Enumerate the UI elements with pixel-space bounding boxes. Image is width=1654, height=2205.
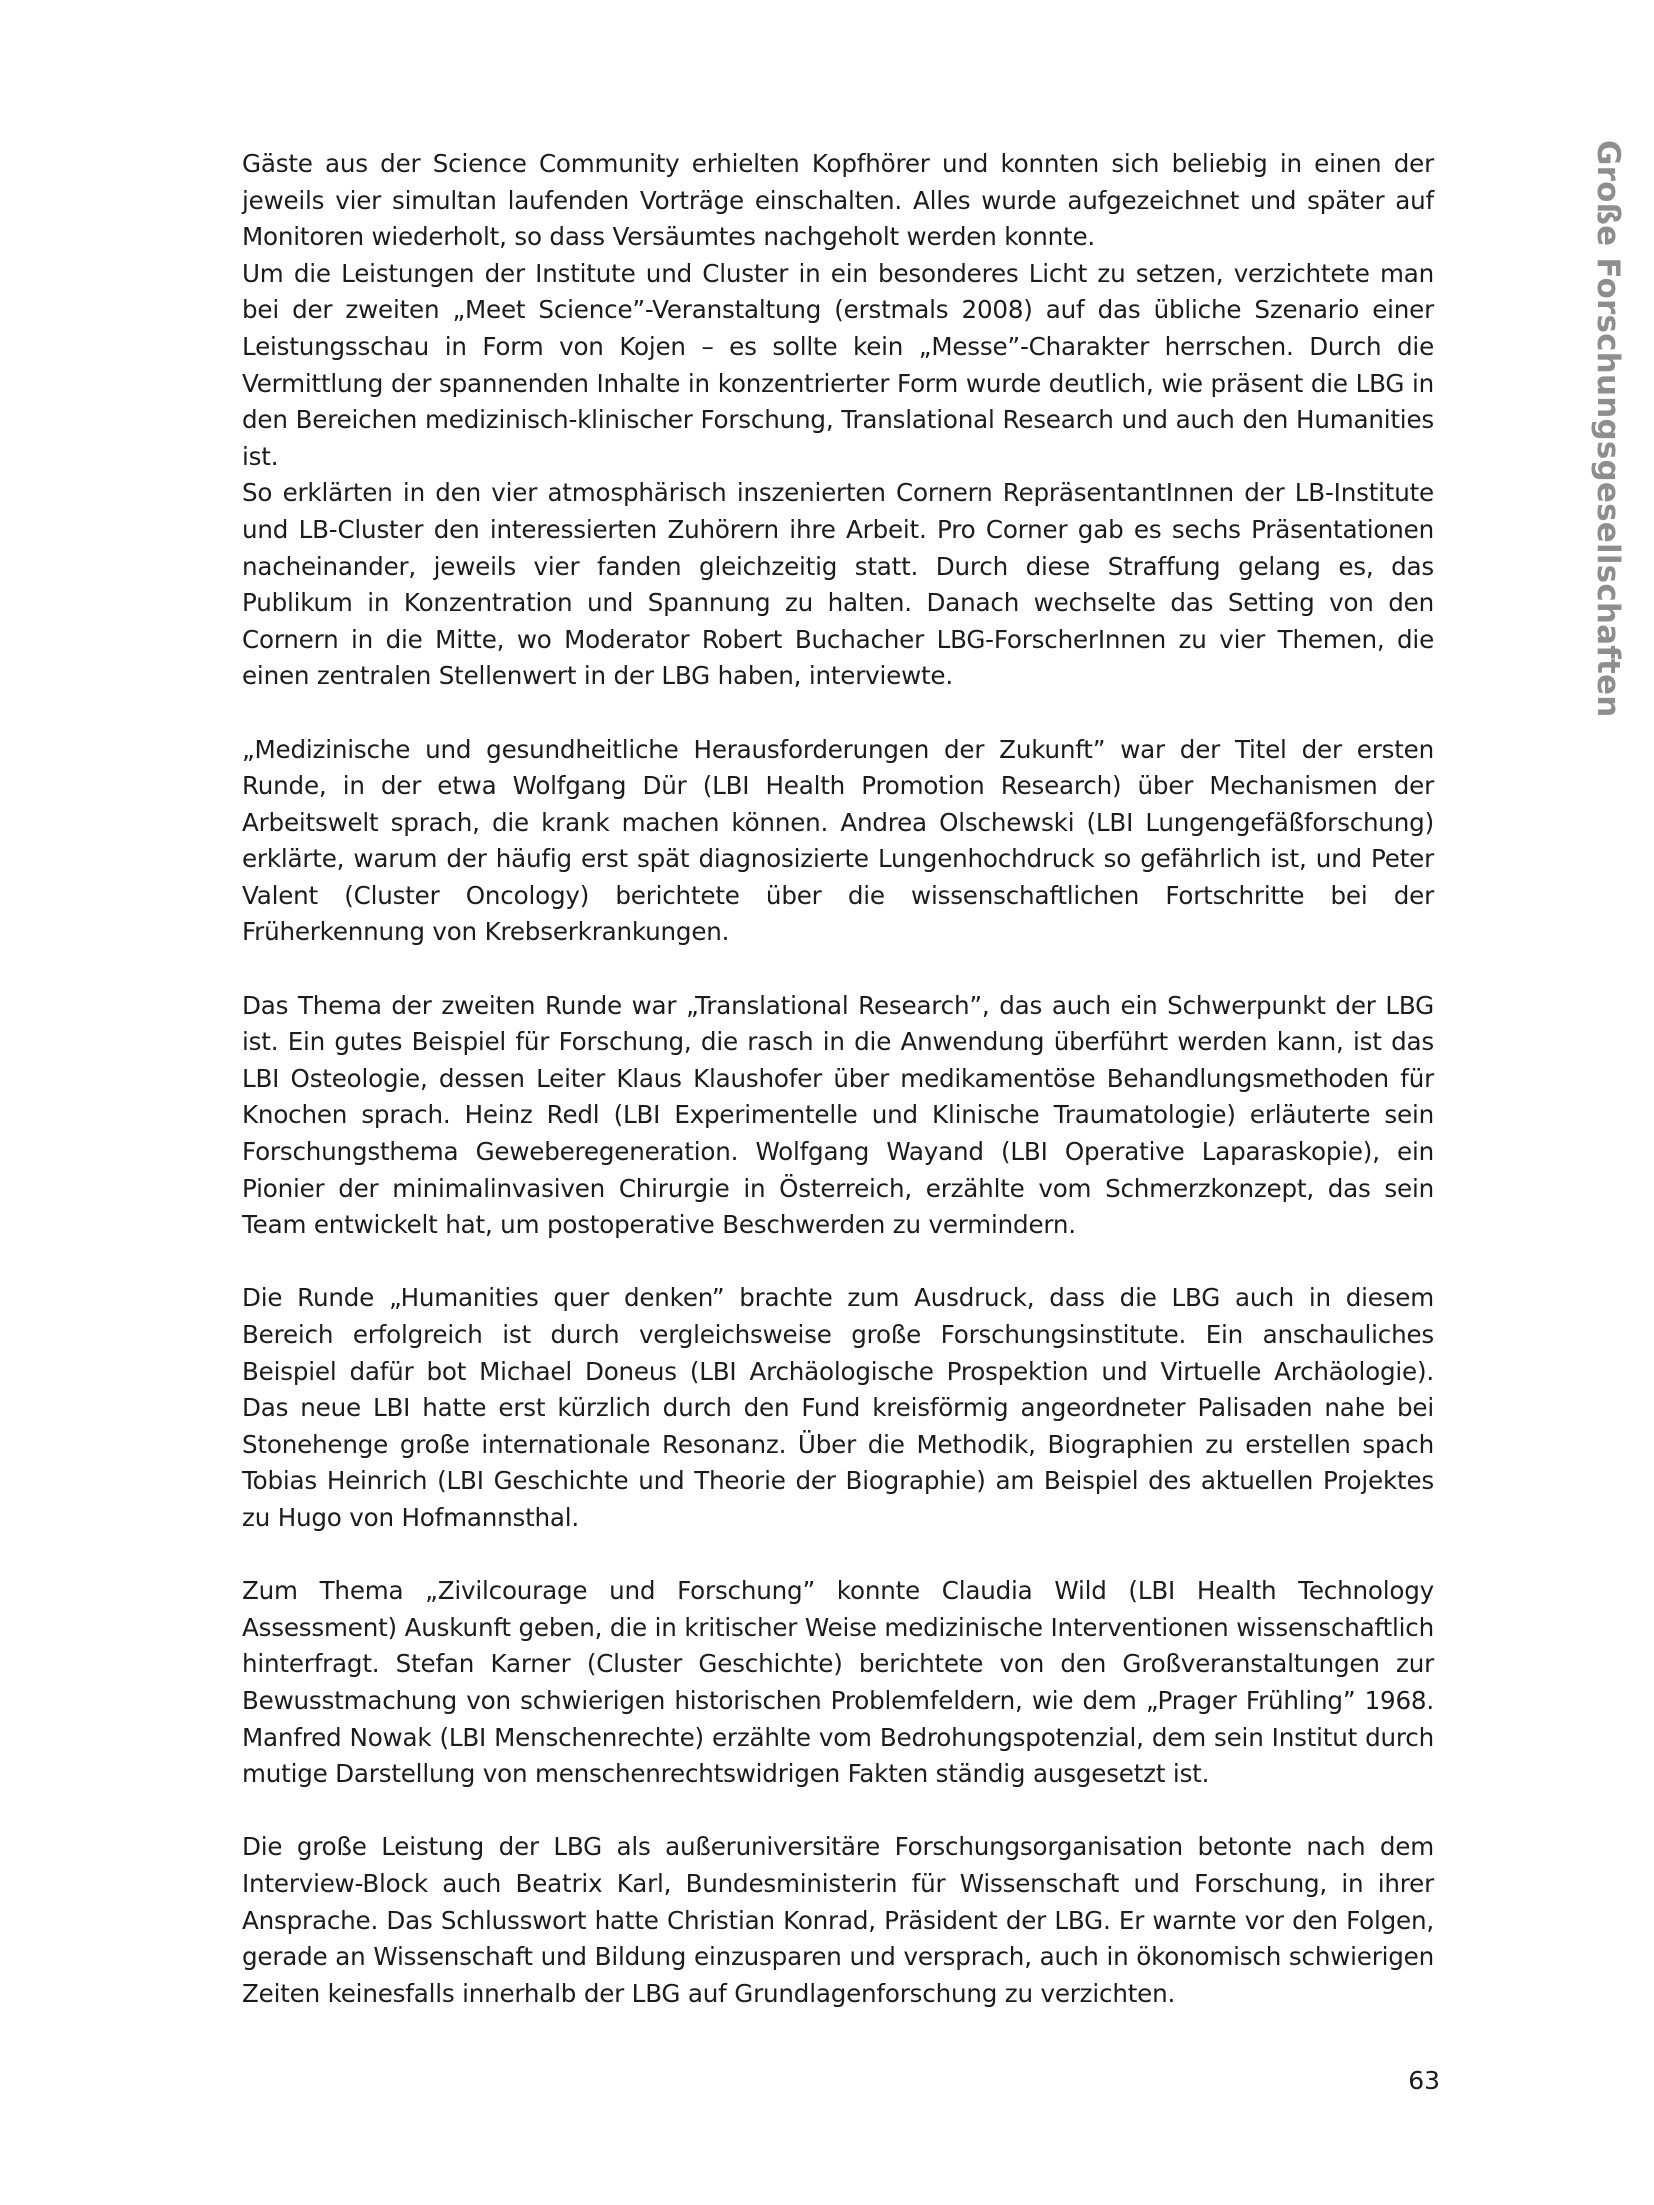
paragraph-meet-science: Um die Leistungen der Institute und Cluster in ein besonderes Licht zu setzen, verzichtete man bei der zweiten „Meet Science”-Veranstaltung (erstmals 2008) auf das übliche Szenario einer Leistungsschau in Form von Kojen – es sollte kein „Messe”-Charakter herrschen. Durch die Vermittlung der spannenden Inhalte in konzentrierter Form wurde deutlich, wie präsent die LBG in den Bereichen medizinisch-klinischer Forschung, Translational Research und auch den Humanities ist. xyxy=(242,258,1434,471)
paragraph-corners: So erklärten in den vier atmosphärisch inszenierten Cornern RepräsentantInnen der LB-Institute und LB-Cluster den interessierten Zuhörern ihre Arbeit. Pro Corner gab es sechs Präsentationen nacheinander, jeweils vier fanden gleichzeitig statt. Durch diese Straffung gelang es, das Publikum in Konzentration und Spannung zu halten. Danach wechselte das Setting von den Cornern in die Mitte, wo Moderator Robert Buchacher LBG-ForscherInnen zu vier Themen, die einen zentralen Stellenwert in der LBG haben, interviewte. xyxy=(242,478,1434,691)
paragraph-round-civil-courage: Zum Thema „Zivilcourage und Forschung” konnte Claudia Wild (LBI Health Technology Assessment) Auskunft geben, die in kritischer Weise medizinische Interventionen wissenschaftlich hinterfragt. Stefan Karner (Cluster Geschichte) berichtete von den Großveranstaltungen zur Bewusstmachung von schwierigen historischen Problemfeldern, wie dem „Prager Frühling” 1968. Manfred Nowak (LBI Menschenrechte) erzählte vom Bedrohungspotenzial, dem sein Institut durch mutige Darstellung von menschenrechtswidrigen Fakten ständig ausgesetzt ist. xyxy=(242,1576,1434,1789)
body-text xyxy=(242,146,1434,2012)
page-number: 63 xyxy=(1408,2066,1440,2095)
paragraph-intro: Gäste aus der Science Community erhielten Kopfhörer und konnten sich beliebig in einen der jeweils vier simultan laufenden Vorträge einschalten. Alles wurde aufgezeichnet und später auf Monitoren wiederholt, so dass Versäumtes nachgeholt werden konnte. xyxy=(242,149,1434,252)
paragraph-round-translational: Das Thema der zweiten Runde war „Translational Research”, das auch ein Schwerpunkt der LBG ist. Ein gutes Beispiel für Forschung, die rasch in die Anwendung überführt werden kann, ist das LBI Osteologie, dessen Leiter Klaus Klaushofer über medikamentöse Behandlungsmethoden für Knochen sprach. Heinz Redl (LBI Experimentelle und Klinische Traumatologie) erläuterte sein Forschungsthema Geweberegeneration. Wolfgang Wayand (LBI Operative Laparaskopie), ein Pionier der minimalinvasiven Chirurgie in Österreich, erzählte vom Schmerzkonzept, das sein Team entwickelt hat, um postoperative Beschwerden zu vermindern. xyxy=(242,990,1434,1240)
paragraph-round-humanities: Die Runde „Humanities quer denken” brachte zum Ausdruck, dass die LBG auch in diesem Bereich erfolgreich ist durch vergleichsweise große Forschungsinstitute. Ein anschauliches Beispiel dafür bot Michael Doneus (LBI Archäologische Prospektion und Virtuelle Archäologie). Das neue LBI hatte erst kürzlich durch den Fund kreisförmig angeordneter Palisaden nahe bei Stonehenge große internationale Resonanz. Über die Methodik, Biographien zu erstellen spach Tobias Heinrich (LBI Geschichte und Theorie der Biographie) am Beispiel des aktuellen Projektes zu Hugo von Hofmannsthal. xyxy=(242,1283,1434,1532)
paragraph-round-medicine: „Medizinische und gesundheitliche Herausforderungen der Zukunft” war der Titel der ersten Runde, in der etwa Wolfgang Dür (LBI Health Promotion Research) über Mechanismen der Arbeitswelt sprach, die krank machen können. Andrea Olschewski (LBI Lungengefäßforschung) erklärte, warum der häufig erst spät diagnosizierte Lungenhochdruck so gefährlich ist, und Peter Valent (Cluster Oncology) berichtete über die wissenschaftlichen Fortschritte bei der Früherkennung von Krebserkrankungen. xyxy=(242,734,1434,947)
paragraph-closing: Die große Leistung der LBG als außeruniversitäre Forschungsorganisation betonte nach dem Interview-Block auch Beatrix Karl, Bundesministerin für Wissenschaft und Forschung, in ihrer Ansprache. Das Schlusswort hatte Christian Konrad, Präsident der LBG. Er warnte vor den Folgen, gerade an Wissenschaft und Bildung einzusparen und versprach, auch in ökonomisch schwierigen Zeiten keinesfalls innerhalb der LBG auf Grundlagenforschung zu verzichten. xyxy=(242,1832,1434,2008)
section-side-title: Große Forschungsgesellschaften xyxy=(1590,140,1626,718)
